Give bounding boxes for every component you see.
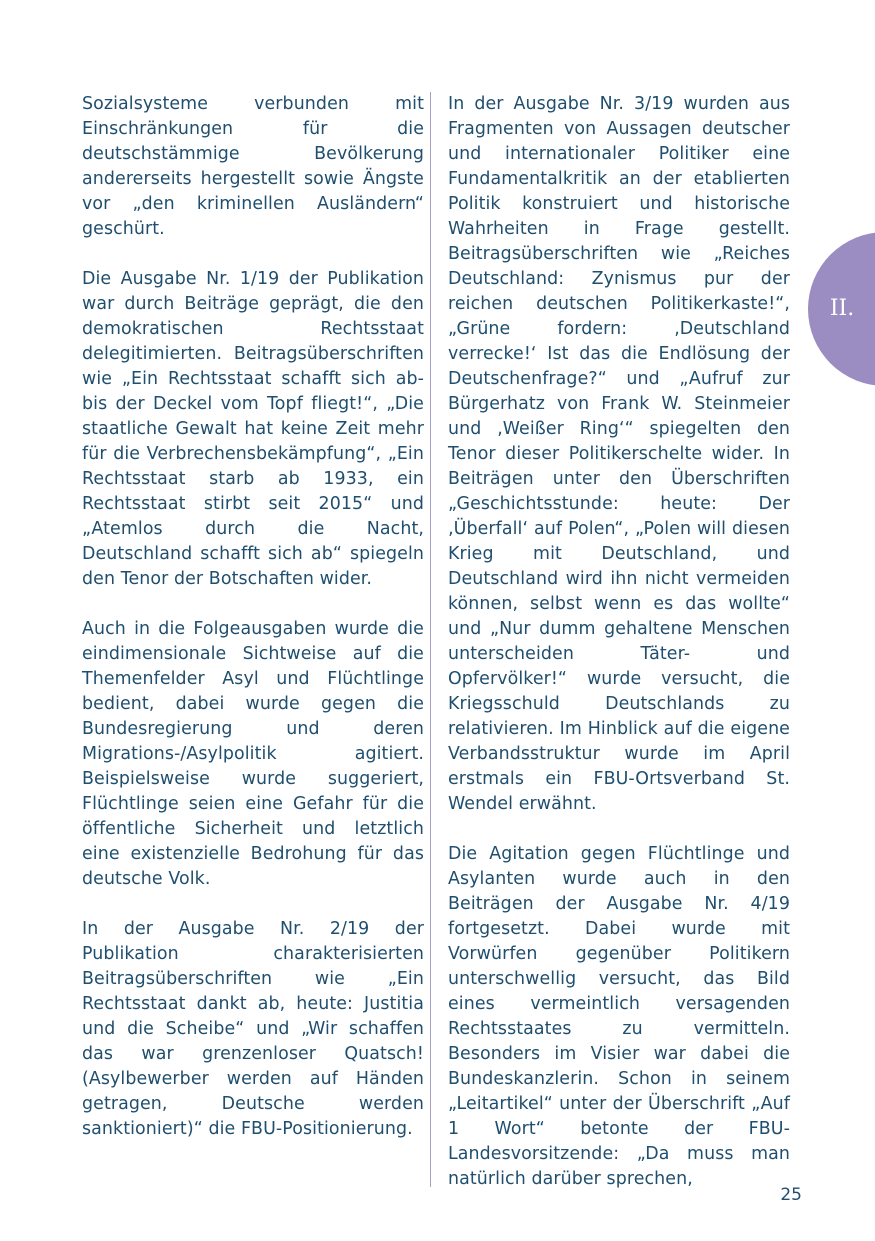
paragraph: Die Ausgabe Nr. 1/19 der Publikation war durch Beiträge geprägt, die den demokratischen Rechtsstaat delegitimierten. Beitragsüberschriften wie „Ein Rechtsstaat schafft sich ab-bis der Deckel vom Topf fliegt!“, „Die staatliche Gewalt hat keine Zeit mehr für die Verbrechensbekämpfung“, „Ein Rechtsstaat starb ab 1933, ein Rechtsstaat stirbt seit 2015“ und „Atemlos durch die Nacht, Deutschland schafft sich ab“ spiegeln den Tenor der Botschaften wider. <box>82 269 424 589</box>
chapter-label: II. <box>829 296 855 321</box>
left-column <box>82 92 424 1142</box>
paragraph: Auch in die Folgeausgaben wurde die eindimensionale Sichtweise auf die Themenfelder Asyl und Flüchtlinge bedient, dabei wurde gegen die Bundesregierung und deren Migrations-/Asylpolitik agitiert. Beispielsweise wurde suggeriert, Flüchtlinge seien eine Gefahr für die öffentliche Sicherheit und letztlich eine existenzielle Bedrohung für das deutsche Volk. <box>82 619 424 889</box>
paragraph: Die Agitation gegen Flüchtlinge und Asylanten wurde auch in den Beiträgen der Ausgabe Nr. 4/19 fortgesetzt. Dabei wurde mit Vorwürfen gegenüber Politikern unterschwellig versucht, das Bild eines vermeintlich versagenden Rechtsstaates zu vermitteln. Besonders im Visier war dabei die Bundeskanzlerin. Schon in seinem „Leitartikel“ unter der Überschrift „Auf 1 Wort“ betonte der FBU-Landesvorsitzende: „Da muss man natürlich darüber sprechen, <box>448 844 790 1189</box>
paragraph: Sozialsysteme verbunden mit Einschränkungen für die deutschstämmige Bevölkerung andererseits hergestellt sowie Ängste vor „den kriminellen Ausländern“ geschürt. <box>82 94 424 239</box>
right-column <box>448 92 790 1192</box>
paragraph: In der Ausgabe Nr. 3/19 wurden aus Fragmenten von Aussagen deutscher und internationaler Politiker eine Fundamentalkritik an der etablierten Politik konstruiert und historische Wahrheiten in Frage gestellt. Beitragsüberschriften wie „Reiches Deutschland: Zynismus pur der reichen deutschen Politikerkaste!“, „Grüne fordern: ‚Deutschland verrecke!‘ Ist das die Endlösung der Deutschenfrage?“ und „Aufruf zur Bürgerhatz von Frank W. Steinmeier und ‚Weißer Ring‘“ spiegelten den Tenor dieser Politikerschelte wider. In Beiträgen unter den Überschriften „Geschichtsstunde: heute: Der ‚Überfall‘ auf Polen“, „Polen will diesen Krieg mit Deutschland, und Deutschland wird ihn nicht vermeiden können, selbst wenn es das wollte“ und „Nur dumm gehaltene Menschen unterscheiden Täter- und Opfervölker!“ wurde versucht, die Kriegsschuld Deutschlands zu relativieren. Im Hinblick auf die eigene Verbandsstruktur wurde im April erstmals ein FBU-Ortsverband St. Wendel erwähnt. <box>448 94 790 814</box>
column-divider <box>430 92 431 1187</box>
paragraph: In der Ausgabe Nr. 2/19 der Publikation charakterisierten Beitragsüberschriften wie „Ein Rechtsstaat dankt ab, heute: Justitia und die Scheibe“ und „Wir schaffen das war grenzenloser Quatsch! (Asylbewerber werden auf Händen getragen, Deutsche werden sanktioniert)“ die FBU-Positionierung. <box>82 919 424 1139</box>
page-number: 25 <box>780 1185 802 1205</box>
